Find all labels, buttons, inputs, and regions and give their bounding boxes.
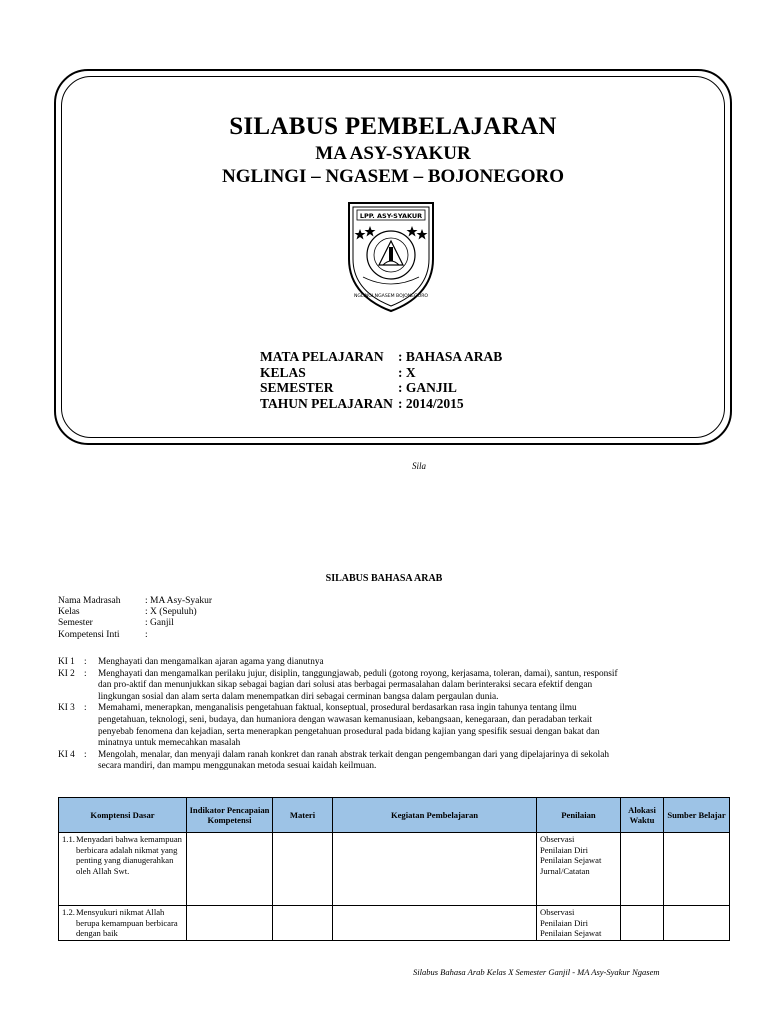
cover-frame: [54, 69, 732, 445]
sumber-cell: [664, 906, 730, 941]
kd-number: 1.1.: [62, 834, 75, 844]
meta-row: [58, 596, 212, 607]
column-header: Sumber Belajar: [664, 798, 730, 833]
cover-school: MA ASY-SYAKUR: [315, 143, 471, 164]
indikator-cell: [187, 833, 273, 906]
info-row-class: [260, 365, 502, 381]
meta-value: : Ganjil: [145, 618, 174, 629]
info-value: : 2014/2015: [398, 395, 464, 411]
info-label: SEMESTER: [260, 380, 334, 395]
meta-label: Nama Madrasah: [58, 596, 121, 606]
penilaian-item: Penilaian Diri: [540, 844, 588, 855]
ki-item: [58, 669, 618, 704]
kd-text: Menyadari bahwa kemampuan berbicara adalah nikmat yang penting yang dianugerahkan oleh Allah Swt.: [76, 834, 182, 877]
table-row: [59, 833, 730, 906]
ki-item: [58, 657, 618, 669]
ki-text: Menghayati dan mengamalkan ajaran agama yang dianutnya: [98, 657, 324, 667]
meta-value: : X (Sepuluh): [145, 607, 197, 618]
column-header: Alokasi Waktu: [621, 798, 664, 833]
ki-item: [58, 703, 618, 749]
meta-value: : MA Asy-Syakur: [145, 596, 213, 606]
column-header: Penilaian: [537, 798, 621, 833]
ki-item: [58, 750, 618, 773]
syllabus-title: SILABUS BAHASA ARAB: [325, 573, 443, 584]
materi-cell: [273, 833, 333, 906]
school-emblem-icon: [343, 199, 439, 313]
syllabus-table: [58, 797, 730, 941]
column-header: Komptensi Dasar: [59, 798, 187, 833]
kompetensi-inti-list: [58, 657, 618, 773]
alokasi-cell: [621, 906, 664, 941]
penilaian-cell: [537, 833, 621, 906]
sumber-cell: [664, 833, 730, 906]
info-value: : X: [398, 364, 416, 380]
column-header: Materi: [273, 798, 333, 833]
table-row: [59, 906, 730, 941]
meta-label: Kompetensi Inti: [58, 629, 120, 640]
meta-label: Semester: [58, 618, 93, 629]
kd-number: 1.2.: [62, 907, 75, 917]
ki-label: KI 3: [58, 703, 75, 714]
cover-info: [260, 349, 502, 411]
ki-text: Mengolah, menalar, dan menyaji dalam ranah konkret dan ranah abstrak terkait dengan pengembangan dari yang dipelajarinya di sekolah secara mandiri, dan mampu menggunakan metoda sesuai kaidah keilmuan.: [98, 749, 610, 772]
ki-colon: :: [84, 749, 87, 760]
info-value: : BAHASA ARAB: [398, 349, 503, 364]
meta-label: Kelas: [58, 607, 80, 618]
meta-row: [58, 630, 212, 641]
penilaian-item: Penilaian Sejawat: [540, 855, 602, 866]
meta-row: [58, 607, 212, 618]
kd-text: Mensyukuri nikmat Allah berupa kemampuan berbicara dengan baik: [76, 907, 178, 939]
info-label: MATA PELAJARAN: [260, 349, 384, 364]
ki-colon: :: [84, 703, 87, 714]
kegiatan-cell: [333, 906, 537, 941]
info-label: TAHUN PELAJARAN: [260, 395, 393, 411]
ki-colon: :: [84, 657, 87, 667]
page-footer: Silabus Bahasa Arab Kelas X Semester Ganjil - MA Asy-Syakur Ngasem: [413, 967, 660, 977]
penilaian-item: Observasi: [540, 834, 575, 844]
penilaian-item: Penilaian Diri: [540, 917, 588, 928]
kd-cell: [59, 906, 187, 941]
indikator-cell: [187, 906, 273, 941]
info-row-year: [260, 396, 502, 412]
info-row-subject: [260, 349, 502, 365]
meta-value: :: [145, 629, 148, 640]
penilaian-item: Observasi: [540, 907, 575, 917]
meta-row: [58, 618, 212, 629]
ki-text: Memahami, menerapkan, menganalisis pengetahuan faktual, konseptual, prosedural berdasarkan rasa ingin tahunya tentang ilmu pengetahuan, teknologi, seni, budaya, dan humaniora dengan wawasan kemanusiaan, kebangsaan, kenegaraan, dan peradaban terkait penyebab fenomena dan kejadian, serta menerapkan pengetahuan prosedural pada bidang kajian yang spesifik sesuai dengan bakat dan minatnya untuk memecahkan masalah: [98, 703, 600, 749]
cover-title: SILABUS PEMBELAJARAN: [229, 113, 557, 140]
column-header: Indikator Pencapaian Kompetensi: [187, 798, 273, 833]
ki-label: KI 2: [58, 668, 75, 679]
column-header: Kegiatan Pembelajaran: [333, 798, 537, 833]
materi-cell: [273, 906, 333, 941]
page-break-note: Sila: [412, 461, 427, 471]
penilaian-item: Penilaian Sejawat: [540, 928, 602, 939]
emblem-bottom-text: NGLINGI NGASEM BOJONEGORO: [353, 294, 429, 299]
syllabus-meta: [58, 596, 212, 641]
ki-label: KI 4: [58, 749, 75, 760]
ki-colon: :: [84, 668, 87, 679]
penilaian-cell: [537, 906, 621, 941]
table-header-row: [59, 798, 730, 833]
info-label: KELAS: [260, 364, 306, 380]
alokasi-cell: [621, 833, 664, 906]
kegiatan-cell: [333, 833, 537, 906]
info-row-semester: [260, 380, 502, 396]
info-value: : GANJIL: [398, 380, 457, 395]
ki-label: KI 1: [58, 657, 75, 667]
cover-location: NGLINGI – NGASEM – BOJONEGORO: [221, 166, 565, 187]
kd-cell: [59, 833, 187, 906]
ki-text: Menghayati dan mengamalkan perilaku jujur, disiplin, tanggungjawab, peduli (gotong royong, kerjasama, toleran, damai), santun, responsif dan pro-aktif dan menunjukkan sikap sebagai bagian dari solusi atas berbagai permasalahan dalam berinteraksi secara efektif dengan lingkungan sosial dan alam serta dalam menempatkan diri sebagai cerminan bangsa dalam pergaulan dunia.: [98, 668, 618, 702]
penilaian-item: Jurnal/Catatan: [540, 866, 590, 877]
emblem-top-text: LPP. ASY-SYAKUR: [359, 212, 423, 220]
